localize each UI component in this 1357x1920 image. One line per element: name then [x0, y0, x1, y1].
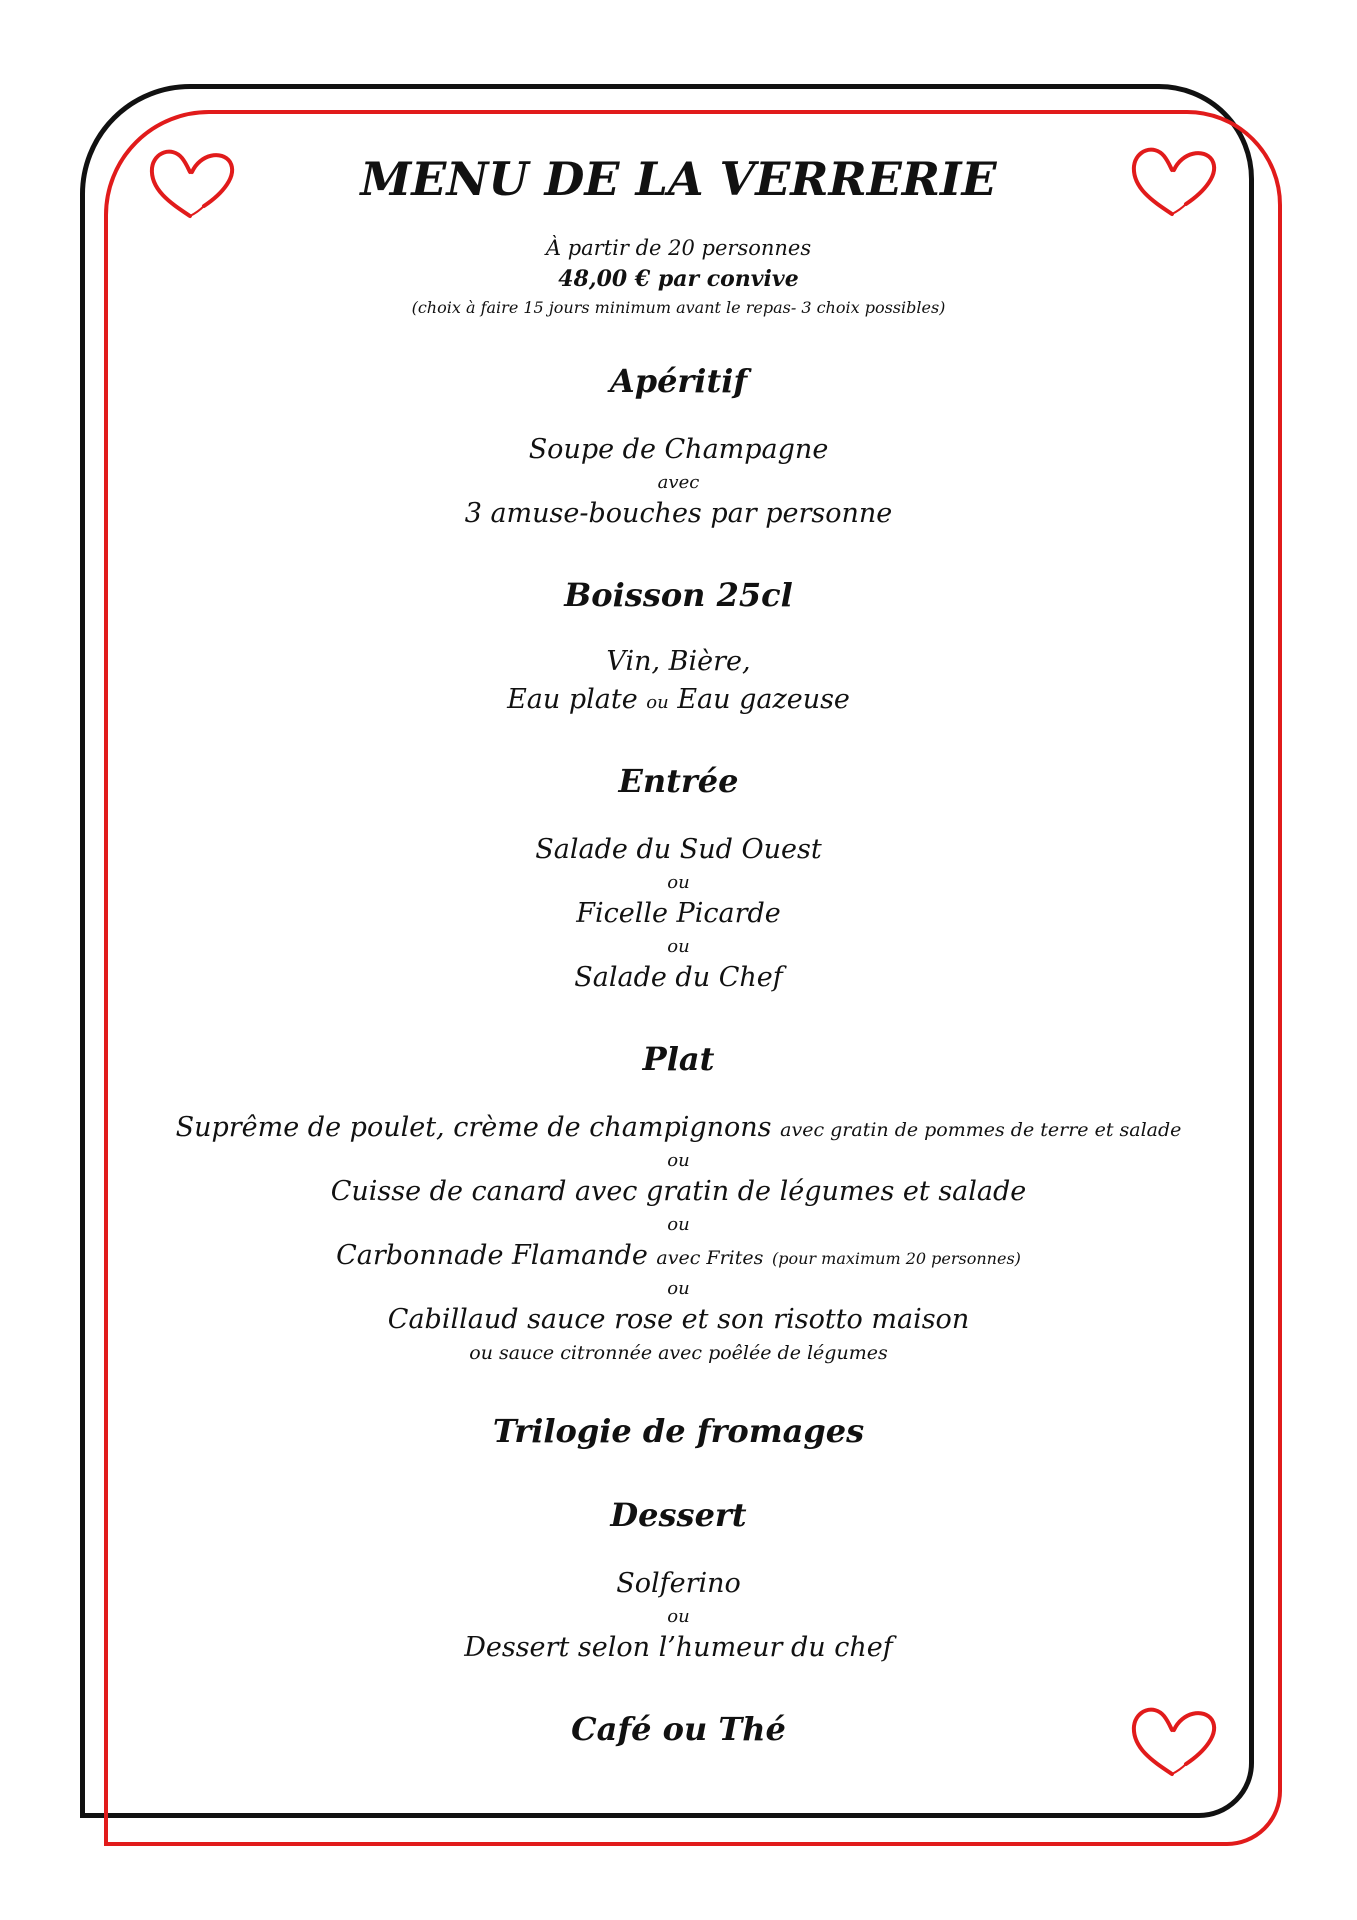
- separator-ou: ou: [646, 692, 669, 713]
- separator-avec: avec: [657, 472, 700, 493]
- section-heading-dessert: Dessert: [610, 1496, 747, 1534]
- section-heading-fromages: Trilogie de fromages: [492, 1412, 865, 1450]
- intro-line: À partir de 20 personnes: [545, 236, 812, 260]
- page-title: MENU DE LA VERRERIE: [360, 152, 997, 206]
- intro-note: (choix à faire 15 jours minimum avant le repas- 3 choix possibles): [411, 298, 946, 317]
- menu-item: Ficelle Picarde: [576, 898, 781, 929]
- menu-item-detail: ou sauce citronnée avec poêlée de légumes: [469, 1342, 888, 1364]
- menu-item-detail: avec gratin de pommes de terre et salade: [780, 1119, 1182, 1141]
- section-heading-plat: Plat: [642, 1040, 715, 1078]
- menu-item: Solferino: [616, 1568, 741, 1599]
- menu-item: Cabillaud sauce rose et son risotto maison: [387, 1304, 970, 1335]
- menu-item-eau: [0, 684, 1357, 715]
- section-heading-cafe: Café ou Thé: [571, 1710, 786, 1748]
- menu-item: Dessert selon l’humeur du chef: [464, 1632, 893, 1663]
- menu-item-part: Eau plate: [507, 684, 638, 715]
- menu-item: Salade du Sud Ouest: [535, 834, 822, 865]
- menu-item-carbonnade: [0, 1240, 1357, 1271]
- menu-item: Soupe de Champagne: [528, 434, 829, 465]
- separator-ou: ou: [667, 872, 690, 893]
- section-heading-entree: Entrée: [618, 762, 739, 800]
- price-line: 48,00 € par convive: [558, 266, 799, 292]
- separator-ou: ou: [667, 1606, 690, 1627]
- menu-item-part: Carbonnade Flamande: [336, 1240, 648, 1271]
- menu-item-note: (pour maximum 20 personnes): [771, 1249, 1021, 1268]
- menu-item: Salade du Chef: [574, 962, 783, 993]
- menu-item-part: Eau gazeuse: [677, 684, 850, 715]
- section-heading-aperitif: Apéritif: [609, 362, 748, 400]
- separator-ou: ou: [667, 1150, 690, 1171]
- menu-item: 3 amuse-bouches par personne: [464, 498, 893, 529]
- menu-item-detail: avec Frites: [656, 1247, 764, 1269]
- separator-ou: ou: [667, 936, 690, 957]
- menu-item-poulet: [0, 1112, 1357, 1143]
- menu-item: Cuisse de canard avec gratin de légumes et salade: [330, 1176, 1027, 1207]
- separator-ou: ou: [667, 1214, 690, 1235]
- separator-ou: ou: [667, 1278, 690, 1299]
- section-heading-boisson: Boisson 25cl: [564, 576, 793, 614]
- menu-item-part: Suprême de poulet, crème de champignons: [175, 1112, 772, 1143]
- menu-item: Vin, Bière,: [606, 646, 751, 677]
